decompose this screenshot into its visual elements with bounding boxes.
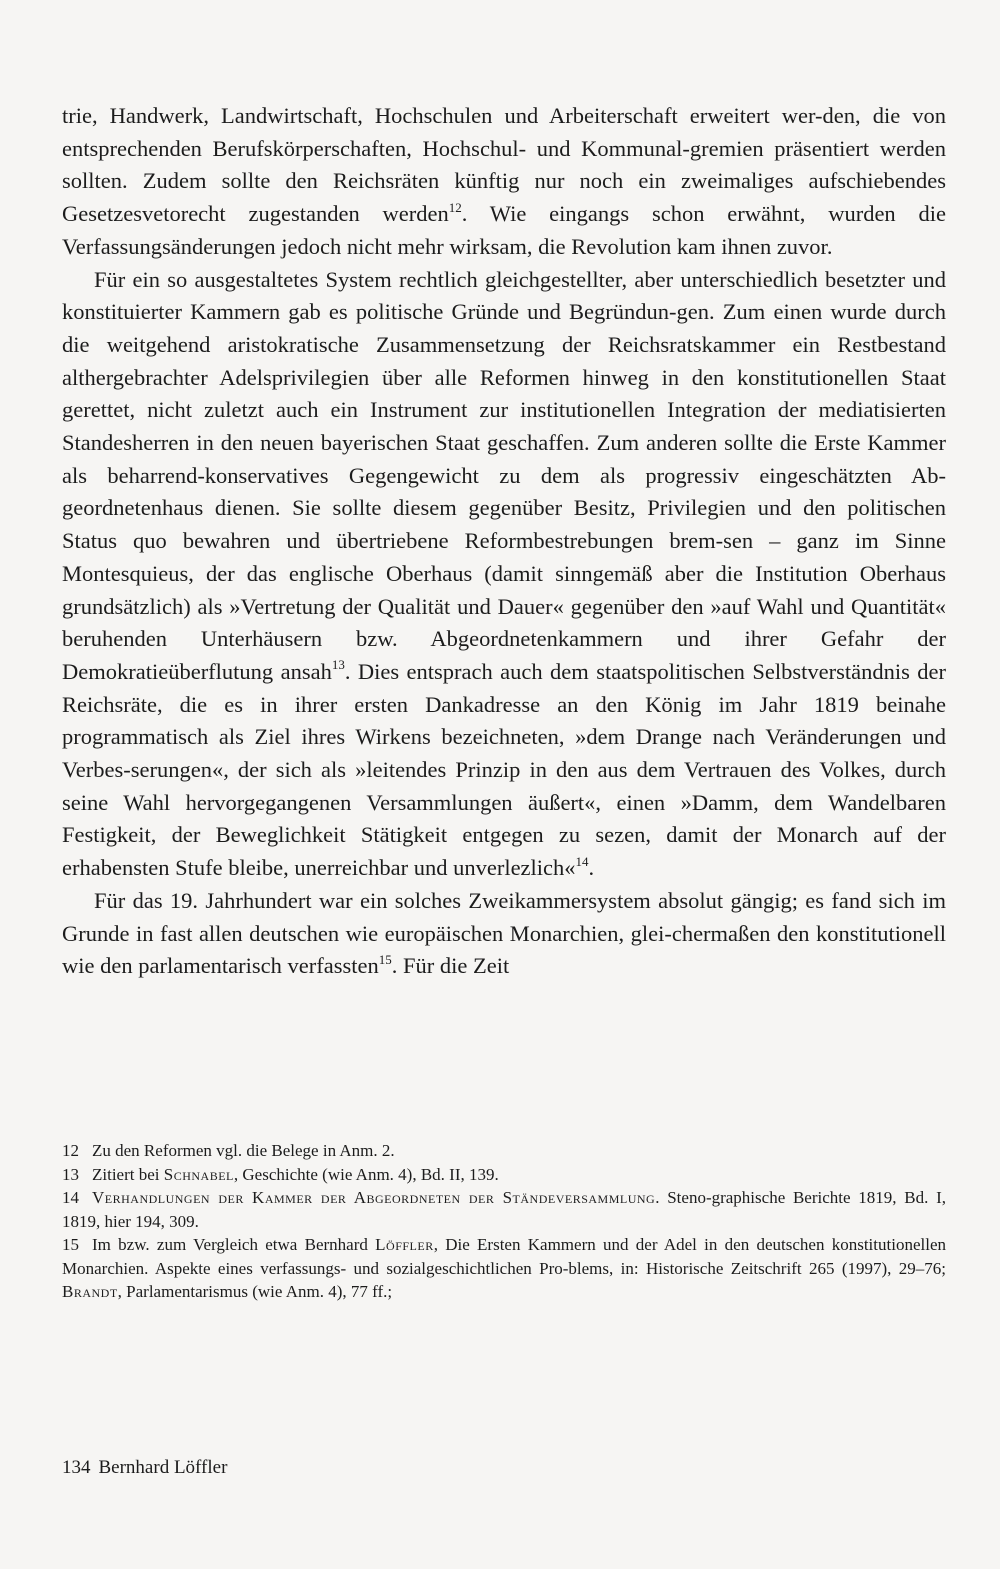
text-run: . [588,855,595,881]
text-run: Im bzw. zum Vergleich etwa Bernhard [92,1235,376,1254]
text-run: . Wie eingangs schon erwähnt, wurden die Verfassungsänderungen jedoch nicht mehr wirksam, die Revolution kam ihnen zuvor. [62,201,946,259]
text-run: . Für die Zeit [391,953,510,979]
footnote-text [62,1235,946,1301]
small-caps-text: Verhandlungen der Kammer der Abgeordneten der Ständeversammlung [92,1188,656,1207]
text-run: Zu den Reformen vgl. die Belege in Anm. 2. [92,1141,395,1160]
footnote-number: 13 [62,1164,79,1184]
page-number: 134 [62,1457,91,1478]
text-run: , Geschichte (wie Anm. 4), Bd. II, 139. [233,1164,499,1184]
paragraph [62,885,946,983]
footnotes [62,1139,946,1304]
footnote-number: 15 [62,1235,79,1254]
text-run: . Dies entsprach auch dem staatspolitischen Selbstverständnis der Reichsräte, die es in ihrer ersten Dankadresse an den König im Jahr 1819 beinahe programmatisch als Ziel ihres Wirkens bezeichneten, »dem Drange nach Veränderungen und Verbes-serungen«, der sich als »leitendes Prinzip in den aus dem Vertrauen des Volkes, durch seine Wahl hervorgegangenen Versammlungen äußert«, einen »Damm, dem Wandelbaren Festigkeit, der Beweglichkeit Stätigkeit entgegen zu sezen, damit der Monarch auf der erhabensten Stufe bleibe, unerreichbar und unverlezlich« [62,658,946,881]
text-run: , Die Ersten Kammern und der Adel in den deutschen konstitutionellen Monarchien. Aspekte eines verfassungs- und sozialgeschichtlichen Pro-blems, in: Historische Zeitschrift 265 (1997), 29–76; [62,1235,946,1278]
footnote-number: 14 [62,1188,79,1207]
text-run: . Steno-graphische Berichte 1819, Bd. I, 1819, hier 194, 309. [62,1188,946,1231]
text-run: , Parlamentarismus (wie Anm. 4), 77 ff.; [117,1282,393,1301]
footnote-text [92,1141,395,1160]
paragraph [62,100,946,264]
footnote-text [92,1165,499,1184]
footnote-ref: 12 [448,199,462,215]
running-author: Bernhard Löffler [98,1457,228,1478]
text-run: Für das 19. Jahrhundert war ein solches Zweikammersystem absolut gängig; es fand sich im Grunde in fast allen deutschen wie europäischen Monarchien, glei-chermaßen den konstitutionell wie den parlamentarisch verfassten [62,887,946,979]
page-footer [62,1456,227,1480]
footnote [62,1233,946,1304]
small-caps-text: Löffler [375,1235,434,1254]
footnote-ref: 15 [378,951,392,967]
main-text [62,100,946,983]
footnote [62,1186,946,1233]
footnote-ref: 13 [331,657,345,673]
footnote-ref: 14 [575,853,589,869]
footnote-text [62,1188,946,1231]
text-run: trie, Handwerk, Landwirtschaft, Hochschulen und Arbeiterschaft erweitert wer-den, die von entsprechenden Berufskörperschaften, Hochschul- und Kommunal-gremien präsentiert werden sollten. Zudem sollte den Reichsräten künftig nur noch ein zweimaliges aufschiebendes Gesetzesvetorecht zugestanden werden [62,103,946,227]
footnote-number: 12 [62,1141,79,1160]
footnote [62,1163,946,1187]
text-run: Für ein so ausgestaltetes System rechtlich gleichgestellter, aber unterschiedlich besetzter und konstituierter Kammern gab es politische Gründe und Begründun-gen. Zum einen wurde durch die weitgehend aristokratische Zusammensetzung der Reichsratskammer ein Restbestand althergebrachter Adelsprivilegien über alle Reformen hinweg in den konstitutionellen Staat gerettet, nicht zuletzt auch ein Instrument zur institutionellen Integration der mediatisierten Standesherren in den neuen bayerischen Staat geschaffen. Zum anderen sollte die Erste Kammer als beharrend-konservatives Gegengewicht zu dem als progressiv eingeschätzten Ab-geordnetenhaus dienen. Sie sollte diesem gegenüber Besitz, Privilegien und den politischen Status quo bewahren und übertriebene Reformbestrebungen brem-sen – ganz im Sinne Montesquieus, der das englische Oberhaus (damit sinngemäß aber die Institution Oberhaus grundsätzlich) als »Vertretung der Qualität und Dauer« gegenüber den »auf Wahl und Quantität« beruhenden Unterhäusern bzw. Abgeordnetenkammern und ihrer Gefahr der Demokratieüberflutung ansah [62,266,946,684]
footnote [62,1139,946,1163]
small-caps-text: Schnabel [163,1164,234,1184]
small-caps-text: Brandt [62,1282,118,1301]
paragraph [62,264,946,885]
text-run: Zitiert bei [92,1164,164,1184]
